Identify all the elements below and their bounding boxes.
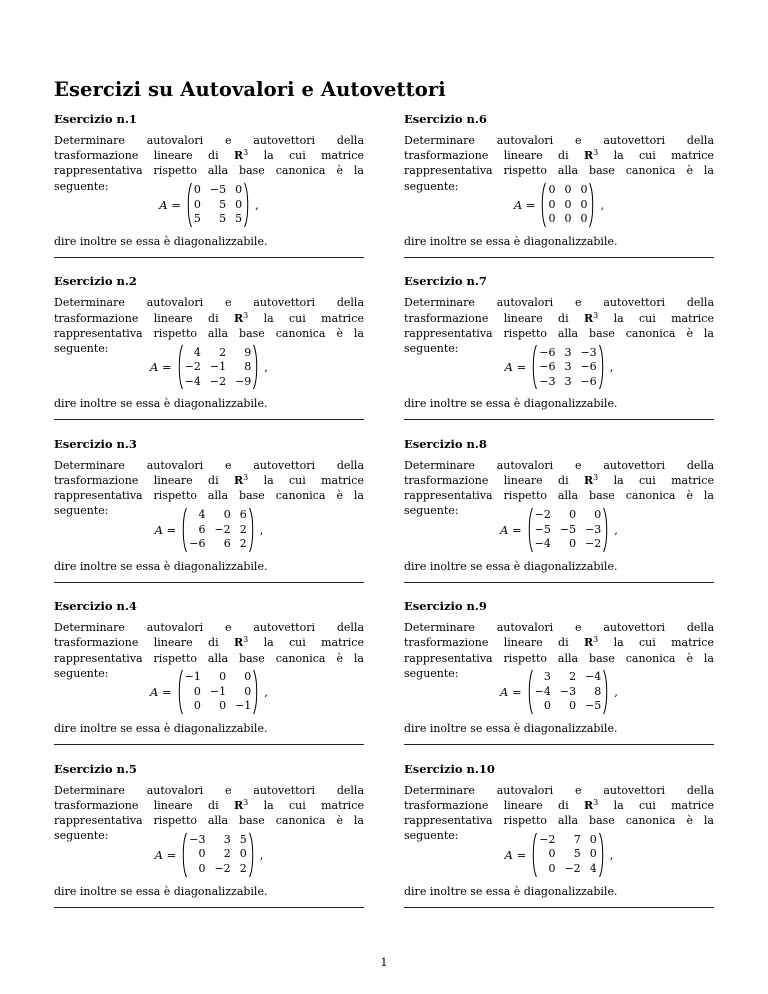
space-exponent: 3 — [593, 472, 599, 482]
matrix-cell: 0 — [564, 197, 572, 211]
matrix-cell: 0 — [548, 861, 556, 875]
matrix-cell: −2 — [214, 861, 231, 875]
matrix-cell: 4 — [193, 345, 201, 359]
exercise-title: Esercizio n.8 — [404, 436, 487, 451]
equals-sign: = — [166, 522, 177, 537]
page-title: Esercizi su Autovalori e Autovettori — [54, 78, 446, 101]
matrix-comma: , — [259, 522, 264, 537]
statement-intro: Determinare autovalori e autovettori della trasformazione lineare di — [54, 458, 364, 487]
exercise-title: Esercizio n.10 — [404, 761, 495, 776]
right-paren — [244, 182, 250, 228]
exercise-title: Esercizio n.3 — [54, 436, 137, 451]
matrix-cell: 0 — [223, 508, 231, 522]
statement-intro: Determinare autovalori e autovettori della trasformazione lineare di — [404, 458, 714, 487]
exercise-title: Esercizio n.7 — [404, 274, 487, 289]
exercise-3 — [54, 437, 364, 599]
matrix-comma: , — [600, 198, 605, 212]
matrix-cell: −9 — [235, 374, 252, 388]
exercise-title: Esercizio n.4 — [54, 599, 137, 614]
separator-rule — [54, 582, 364, 583]
matrix-cell: 2 — [239, 861, 247, 875]
matrix-expression — [404, 832, 714, 878]
space-exponent: 3 — [243, 310, 249, 320]
matrix-name: A — [500, 522, 509, 537]
statement-intro: Determinare autovalori e autovettori della trasformazione lineare di — [404, 621, 714, 650]
matrix-cell: 0 — [589, 832, 597, 846]
space-symbol: R — [583, 311, 594, 325]
space-symbol: R — [233, 636, 244, 650]
matrix-cell: −5 — [534, 522, 551, 536]
matrix-expression — [54, 832, 364, 878]
matrix-cell: 2 — [569, 670, 577, 684]
statement-intro: Determinare autovalori e autovettori della trasformazione lineare di — [54, 783, 364, 812]
equals-sign: = — [516, 360, 527, 375]
matrix-name: A — [504, 847, 513, 862]
matrix-cell: −3 — [559, 684, 577, 698]
exercise-question: dire inoltre se essa è diagonalizzabile. — [404, 884, 618, 898]
matrix-label — [155, 523, 177, 537]
matrix-cell: 3 — [543, 670, 551, 684]
matrix-cell: 0 — [219, 670, 227, 684]
matrix-name: A — [500, 685, 509, 700]
matrix-expression — [54, 182, 364, 228]
separator-rule — [54, 419, 364, 420]
matrix-comma: , — [259, 847, 264, 862]
space-exponent: 3 — [593, 635, 599, 645]
matrix-comma: , — [614, 522, 618, 537]
exercise-1 — [54, 112, 364, 274]
matrix-cell: −5 — [559, 522, 577, 536]
matrix-cell: 5 — [193, 212, 201, 226]
matrix-cell: −1 — [209, 684, 227, 698]
matrix-cell: 5 — [573, 847, 581, 861]
matrix-cell: 2 — [223, 847, 231, 861]
exercise-title: Esercizio n.2 — [54, 274, 137, 289]
statement-intro: Determinare autovalori e autovettori della trasformazione lineare di — [54, 134, 364, 163]
matrix-cell: 4 — [589, 861, 597, 875]
statement-continuation: la cui matrice rappresentativa rispetto alla base canonica è la seguente: — [404, 311, 714, 355]
matrix-cell: 0 — [548, 847, 556, 861]
matrix-cell: 3 — [564, 360, 572, 374]
statement-continuation: la cui matrice rappresentativa rispetto alla base canonica è la seguente: — [404, 149, 714, 193]
matrix-cell: 6 — [198, 522, 206, 536]
matrix-cell: −2 — [184, 360, 201, 374]
matrix-cell: 0 — [569, 537, 577, 551]
matrix-grid — [187, 508, 248, 552]
matrix-cell: −2 — [585, 537, 602, 551]
space-exponent: 3 — [243, 797, 249, 807]
matrix-cell: 0 — [244, 670, 252, 684]
matrix-cell: 5 — [235, 212, 243, 226]
space-symbol: R — [233, 473, 244, 487]
matrix-label — [505, 360, 527, 374]
left-column — [54, 112, 364, 924]
matrix-cell: −6 — [580, 360, 597, 374]
exercise-question: dire inoltre se essa è diagonalizzabile. — [404, 559, 618, 573]
matrix-cell: −2 — [214, 522, 231, 536]
separator-rule — [54, 257, 364, 258]
space-symbol: R — [583, 473, 594, 487]
matrix-cell: 2 — [219, 345, 227, 359]
statement-continuation: la cui matrice rappresentativa rispetto alla base canonica è la seguente: — [54, 636, 364, 680]
matrix-name: A — [504, 360, 513, 375]
space-exponent: 3 — [243, 148, 249, 158]
matrix-cell: 0 — [244, 684, 252, 698]
matrix-cell: 0 — [569, 508, 577, 522]
matrix-cell: 0 — [564, 212, 572, 226]
matrix-comma: , — [255, 198, 259, 212]
matrix-label — [150, 685, 172, 699]
matrix-cell: 6 — [223, 537, 231, 551]
exercise-question: dire inoltre se essa è diagonalizzabile. — [404, 722, 618, 736]
space-exponent: 3 — [243, 635, 249, 645]
space-exponent: 3 — [593, 148, 599, 158]
matrix-cell: −6 — [539, 360, 556, 374]
exercise-9 — [404, 599, 714, 761]
matrix-name: A — [154, 522, 163, 537]
matrix-name: A — [154, 847, 163, 862]
matrix-expression — [404, 507, 714, 553]
matrix-cell: 3 — [564, 345, 572, 359]
matrix-cell: 5 — [239, 832, 247, 846]
right-paren — [253, 344, 259, 390]
matrix-cell: 5 — [219, 212, 227, 226]
equals-sign: = — [512, 685, 522, 700]
space-symbol: R — [583, 798, 594, 812]
statement-continuation: la cui matrice rappresentativa rispetto alla base canonica è la seguente: — [54, 473, 364, 518]
matrix-cell: 6 — [239, 508, 247, 522]
right-paren — [253, 669, 259, 715]
matrix-expression — [54, 507, 364, 553]
matrix-cell: 7 — [573, 832, 581, 846]
exercise-title: Esercizio n.6 — [404, 112, 487, 126]
space-symbol: R — [233, 311, 244, 325]
matrix-cell: −4 — [534, 684, 551, 698]
matrix-cell: −5 — [209, 183, 227, 197]
matrix-label — [150, 360, 172, 374]
right-paren — [249, 832, 255, 878]
matrix-cell: 0 — [564, 183, 572, 197]
matrix-cell: 3 — [564, 374, 572, 388]
exercise-title: Esercizio n.5 — [54, 761, 137, 776]
equals-sign: = — [525, 198, 536, 212]
matrix-label — [500, 523, 522, 537]
space-exponent: 3 — [593, 310, 599, 320]
exercise-question: dire inoltre se essa è diagonalizzabile. — [404, 397, 618, 411]
matrix-cell: −6 — [580, 374, 597, 388]
statement-intro: Determinare autovalori e autovettori della trasformazione lineare di — [404, 296, 714, 325]
right-paren — [599, 344, 605, 390]
matrix-cell: 0 — [548, 183, 556, 197]
matrix-cell: 0 — [580, 197, 588, 211]
right-paren — [599, 832, 605, 878]
matrix-grid — [537, 346, 598, 390]
statement-continuation: la cui matrice rappresentativa rispetto alla base canonica è la seguente: — [54, 149, 364, 193]
matrix-cell: 0 — [569, 699, 577, 713]
right-column — [404, 112, 714, 924]
space-symbol: R — [583, 636, 594, 650]
exercise-5 — [54, 762, 364, 924]
right-paren — [249, 507, 255, 553]
separator-rule — [404, 744, 714, 745]
matrix-expression — [54, 344, 364, 390]
matrix-cell: 0 — [193, 197, 201, 211]
matrix-label — [159, 198, 181, 212]
matrix-label — [155, 848, 177, 862]
separator-rule — [54, 744, 364, 745]
statement-continuation: la cui matrice rappresentativa rispetto alla base canonica è la seguente: — [404, 636, 714, 680]
matrix-cell: −5 — [585, 699, 602, 713]
exercise-6 — [404, 112, 714, 274]
matrix-cell: 2 — [239, 522, 247, 536]
statement-continuation: la cui matrice rappresentativa rispetto alla base canonica è la seguente: — [404, 798, 714, 843]
matrix-cell: −3 — [585, 522, 602, 536]
matrix-cell: 0 — [193, 699, 201, 713]
exercise-question: dire inoltre se essa è diagonalizzabile. — [54, 884, 268, 898]
matrix-cell: 0 — [198, 861, 206, 875]
statement-intro: Determinare autovalori e autovettori della trasformazione lineare di — [54, 621, 364, 650]
matrix-cell: −1 — [184, 670, 201, 684]
equals-sign: = — [516, 847, 527, 862]
exercise-title: Esercizio n.1 — [54, 112, 137, 126]
exercise-2 — [54, 274, 364, 436]
equals-sign: = — [162, 360, 172, 375]
matrix-cell: 0 — [235, 183, 243, 197]
matrix-comma: , — [609, 360, 614, 375]
matrix-cell: 0 — [580, 212, 588, 226]
matrix-grid — [192, 183, 244, 227]
space-exponent: 3 — [243, 472, 249, 482]
matrix-name: A — [150, 685, 159, 700]
separator-rule — [404, 582, 714, 583]
matrix-grid — [537, 833, 598, 877]
matrix-cell: −3 — [189, 832, 206, 846]
exercise-10 — [404, 762, 714, 924]
exercise-question: dire inoltre se essa è diagonalizzabile. — [54, 722, 268, 736]
matrix-grid — [187, 833, 248, 877]
exercise-question: dire inoltre se essa è diagonalizzabile. — [404, 235, 618, 248]
matrix-cell: 8 — [244, 360, 252, 374]
matrix-cell: 0 — [219, 699, 227, 713]
matrix-label — [500, 685, 522, 699]
matrix-label — [514, 198, 536, 212]
separator-rule — [404, 257, 714, 258]
matrix-cell: 0 — [239, 847, 247, 861]
matrix-cell: 0 — [543, 699, 551, 713]
space-symbol: R — [233, 798, 244, 812]
matrix-cell: −2 — [209, 374, 227, 388]
exercise-question: dire inoltre se essa è diagonalizzabile. — [54, 559, 268, 573]
matrix-cell: −3 — [580, 345, 597, 359]
separator-rule — [54, 907, 364, 908]
matrix-grid — [546, 183, 589, 227]
matrix-cell: −6 — [539, 345, 556, 359]
statement-continuation: la cui matrice rappresentativa rispetto alla base canonica è la seguente: — [54, 798, 364, 843]
matrix-expression — [404, 344, 714, 390]
exercise-8 — [404, 437, 714, 599]
exercise-question: dire inoltre se essa è diagonalizzabile. — [54, 235, 268, 248]
matrix-cell: 0 — [193, 684, 201, 698]
exercise-title: Esercizio n.9 — [404, 599, 487, 614]
exercise-7 — [404, 274, 714, 436]
matrix-cell: −2 — [564, 861, 581, 875]
matrix-cell: −2 — [534, 508, 551, 522]
matrix-cell: 4 — [198, 508, 206, 522]
statement-continuation: la cui matrice rappresentativa rispetto alla base canonica è la seguente: — [54, 311, 364, 355]
matrix-expression — [404, 669, 714, 715]
equals-sign: = — [171, 198, 181, 212]
matrix-name: A — [159, 198, 168, 212]
page-number: 1 — [380, 956, 388, 969]
matrix-cell: 0 — [548, 212, 556, 226]
matrix-grid — [183, 346, 254, 390]
space-symbol: R — [583, 149, 594, 163]
matrix-name: A — [150, 360, 159, 375]
equals-sign: = — [162, 685, 172, 700]
matrix-cell: 0 — [580, 183, 588, 197]
matrix-cell: 0 — [548, 197, 556, 211]
matrix-cell: 0 — [589, 847, 597, 861]
space-exponent: 3 — [593, 797, 599, 807]
matrix-grid — [183, 670, 254, 714]
statement-intro: Determinare autovalori e autovettori della trasformazione lineare di — [404, 783, 714, 812]
statement-continuation: la cui matrice rappresentativa rispetto alla base canonica è la seguente: — [404, 473, 714, 518]
statement-intro: Determinare autovalori e autovettori della trasformazione lineare di — [54, 296, 364, 325]
matrix-label — [505, 848, 527, 862]
matrix-cell: −2 — [539, 832, 556, 846]
exercise-4 — [54, 599, 364, 761]
matrix-cell: 0 — [235, 197, 243, 211]
right-paren — [603, 669, 609, 715]
separator-rule — [404, 907, 714, 908]
matrix-cell: 0 — [594, 508, 602, 522]
matrix-cell: 3 — [223, 832, 231, 846]
matrix-cell: 0 — [193, 183, 201, 197]
matrix-expression — [54, 669, 364, 715]
equals-sign: = — [166, 847, 177, 862]
matrix-cell: −1 — [209, 360, 227, 374]
matrix-cell: −4 — [585, 670, 602, 684]
matrix-cell: −1 — [235, 699, 252, 713]
matrix-cell: −4 — [534, 537, 551, 551]
matrix-comma: , — [264, 685, 268, 700]
right-paren — [589, 182, 595, 228]
matrix-cell: 8 — [594, 684, 602, 698]
separator-rule — [404, 419, 714, 420]
right-paren — [603, 507, 609, 553]
matrix-cell: −3 — [539, 374, 556, 388]
matrix-comma: , — [609, 847, 614, 862]
equals-sign: = — [512, 522, 522, 537]
matrix-cell: −6 — [189, 537, 206, 551]
matrix-cell: 5 — [219, 197, 227, 211]
matrix-cell: 9 — [244, 345, 252, 359]
matrix-cell: 0 — [198, 847, 206, 861]
matrix-comma: , — [614, 685, 618, 700]
matrix-comma: , — [264, 360, 268, 375]
matrix-name: A — [513, 198, 523, 212]
matrix-grid — [533, 670, 604, 714]
matrix-cell: 2 — [239, 537, 247, 551]
matrix-expression — [404, 182, 714, 228]
matrix-cell: −4 — [184, 374, 201, 388]
space-symbol: R — [233, 149, 244, 163]
statement-intro: Determinare autovalori e autovettori della trasformazione lineare di — [404, 134, 714, 163]
exercise-question: dire inoltre se essa è diagonalizzabile. — [54, 397, 268, 411]
matrix-grid — [533, 508, 604, 552]
